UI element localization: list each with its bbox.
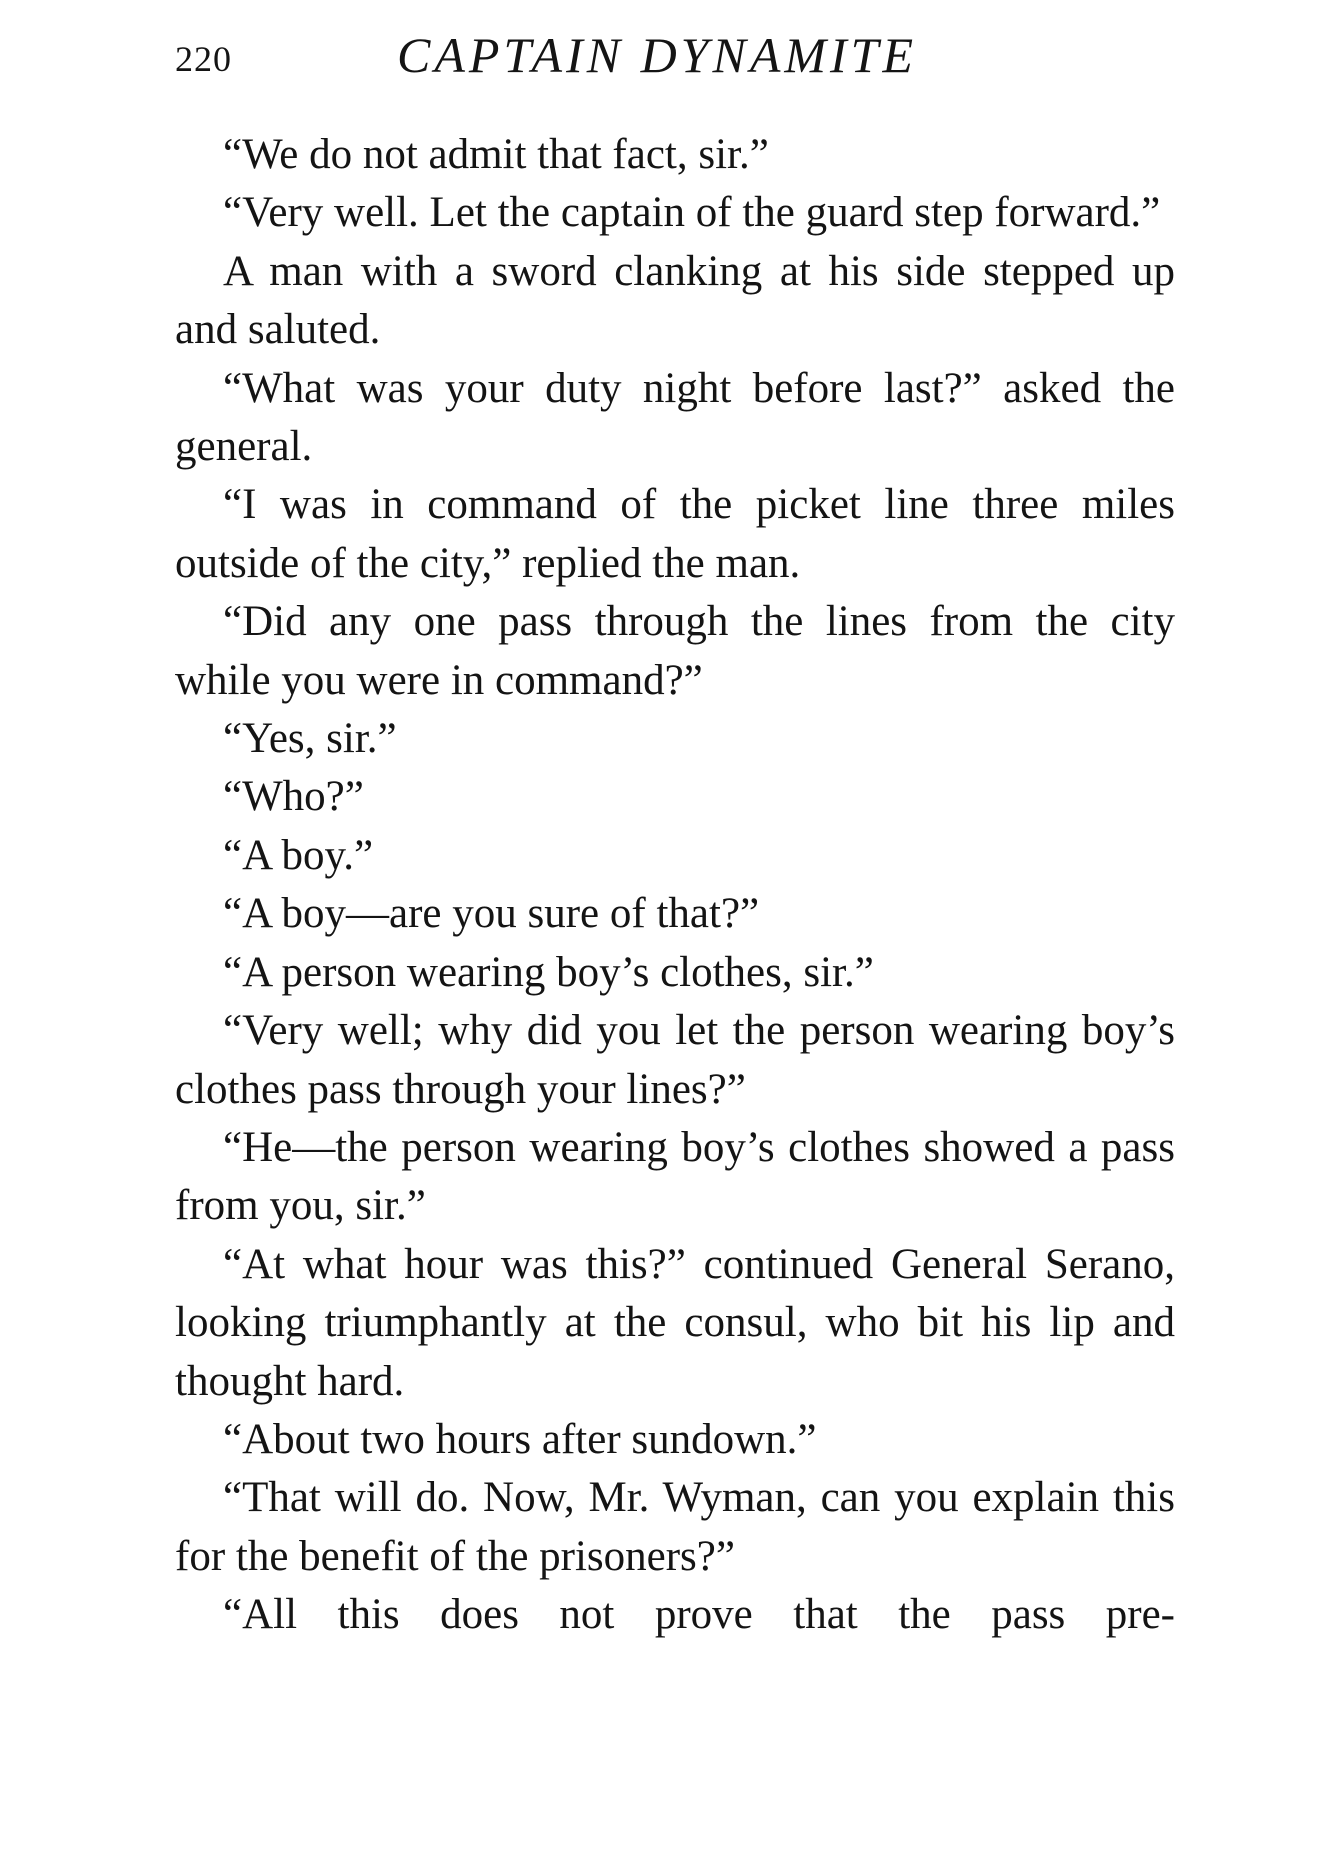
paragraph: “Who?” <box>223 773 364 821</box>
paragraph: “He—the person wearing boy’s clothes showed a pass from you, sir.” <box>175 1123 1175 1230</box>
body-text <box>175 126 1175 1645</box>
paragraph: “A boy—are you sure of that?” <box>223 890 760 938</box>
paragraph: “Yes, sir.” <box>223 715 397 763</box>
page-header <box>175 26 1175 86</box>
paragraph: “At what hour was this?” continued General Serano, looking triumphantly at the consul, who bit his lip and thought hard. <box>175 1240 1175 1405</box>
running-head: CAPTAIN DYNAMITE <box>397 27 918 83</box>
paragraph: “Very well. Let the captain of the guard step forward.” <box>223 189 1161 237</box>
paragraph: “Very well; why did you let the person wearing boy’s clothes pass through your lines?” <box>175 1007 1175 1113</box>
paragraph: “About two hours after sundown.” <box>223 1415 817 1463</box>
paragraph: “What was your duty night before last?” asked the general. <box>175 364 1175 471</box>
paragraph: “A person wearing boy’s clothes, sir.” <box>223 948 874 996</box>
paragraph: “That will do. Now, Mr. Wyman, can you explain this for the benefit of the prisoners?” <box>175 1474 1175 1580</box>
paragraph: “I was in command of the picket line three miles outside of the city,” replied the man. <box>175 481 1175 587</box>
paragraph: A man with a sword clanking at his side stepped up and saluted. <box>175 247 1175 354</box>
paragraph: “All this does not prove that the pass pre- <box>223 1591 1175 1639</box>
paragraph: “We do not admit that fact, sir.” <box>223 131 769 178</box>
paragraph: “Did any one pass through the lines from the city while you were in command?” <box>175 598 1175 704</box>
paragraph: “A boy.” <box>223 831 374 879</box>
page-number: 220 <box>175 39 232 79</box>
